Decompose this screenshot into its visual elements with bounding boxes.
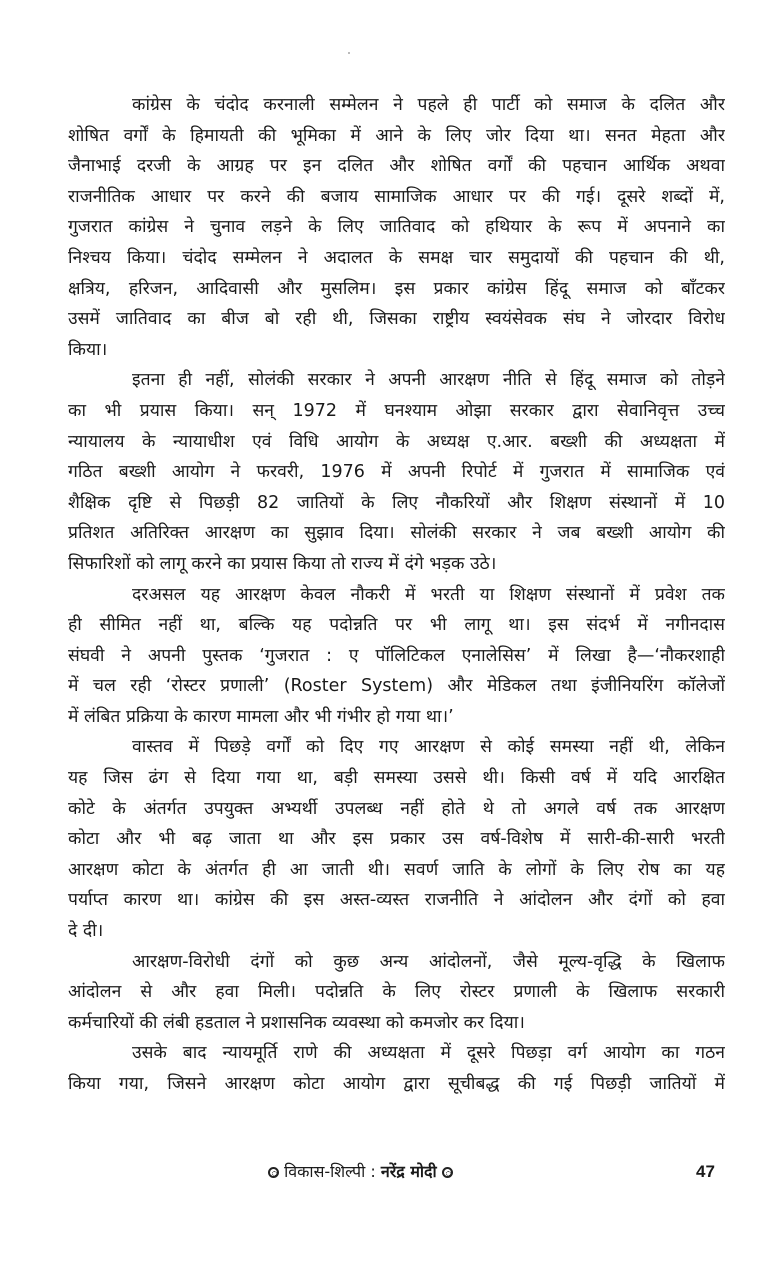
body-text — [68, 90, 725, 1100]
paragraph — [68, 732, 725, 946]
text-line: प्रतिशत अतिरिक्त आरक्षण का सुझाव दिया। सोलंकी सरकार ने जब बख्शी आयोग की — [68, 523, 725, 544]
text-line: कांग्रेस के चंदोद करनाली सम्मेलन ने पहले ही पार्टी को समाज के दलित और — [132, 95, 725, 115]
text-line: शैक्षिक दृष्टि से पिछड़ी 82 जातियों के लिए नौकरियों और शिक्षण संस्थानों में 10 — [68, 492, 725, 513]
text-line: सिफारिशों को लागू करने का प्रयास किया तो राज्य में दंगे भड़क उठे। — [68, 553, 497, 574]
text-line: शोषित वर्गों के हिमायती की भूमिका में आने के लिए जोर दिया था। सनत मेहता और — [68, 125, 725, 146]
text-line: जैनाभाई दरजी के आग्रह पर इन दलित और शोषित वर्गों की पहचान आर्थिक अथवा — [68, 156, 725, 177]
text-line: क्षत्रिय, हरिजन, आदिवासी और मुसलिम। इस प्रकार कांग्रेस हिंदू समाज को बाँटकर — [68, 278, 725, 299]
text-line: वास्तव में पिछड़े वर्गों को दिए गए आरक्षण से कोई समस्या नहीं थी, लेकिन — [132, 737, 725, 758]
flower-ornament-icon — [442, 1167, 453, 1178]
text-line: उसमें जातिवाद का बीज बो रही थी, जिसका राष्ट्रीय स्वयंसेवक संघ ने जोरदार विरोध — [68, 309, 725, 330]
text-line: दरअसल यह आरक्षण केवल नौकरी में भरती या शिक्षण संस्थानों में प्रवेश तक — [132, 584, 725, 605]
book-title-author: नरेंद्र मोदी — [380, 1162, 437, 1181]
text-line: कोटे के अंतर्गत उपयुक्त अभ्यर्थी उपलब्ध नहीं होते थे तो अगले वर्ष तक आरक्षण — [68, 798, 725, 819]
text-line: संघवी ने अपनी पुस्तक ‘गुजरात : ए पॉलिटिकल एनालेसिस’ में लिखा है—‘नौकरशाही — [68, 645, 725, 666]
text-line: न्यायालय के न्यायाधीश एवं विधि आयोग के अध्यक्ष ए.आर. बख्शी की अध्यक्षता में — [68, 431, 725, 452]
text-line: में चल रही ‘रोस्टर प्रणाली’ (Roster System) और मेडिकल तथा इंजीनियरिंग कॉलेजों — [68, 676, 725, 697]
text-line: में लंबित प्रक्रिया के कारण मामला और भी गंभीर हो गया था।’ — [68, 706, 454, 727]
text-line: किया। — [68, 339, 108, 360]
text-line: उसके बाद न्यायमूर्ति राणे की अध्यक्षता में दूसरे पिछड़ा वर्ग आयोग का गठन — [132, 1043, 725, 1064]
text-line: पर्याप्त कारण था। कांग्रेस की इस अस्त-व्यस्त राजनीति ने आंदोलन और दंगों को हवा — [68, 890, 725, 911]
paragraph — [68, 365, 725, 579]
text-line: यह जिस ढंग से दिया गया था, बड़ी समस्या उससे थी। किसी वर्ष में यदि आरक्षित — [68, 768, 725, 789]
text-line: कर्मचारियों की लंबी हडताल ने प्रशासनिक व्यवस्था को कमजोर कर दिया। — [68, 1012, 525, 1033]
flower-ornament-icon — [268, 1167, 279, 1178]
paragraph — [68, 947, 725, 1039]
text-line: गठित बख्शी आयोग ने फरवरी, 1976 में अपनी रिपोर्ट में गुजरात में सामाजिक एवं — [68, 462, 725, 483]
paragraph — [68, 1038, 725, 1099]
text-line: आरक्षण कोटा के अंतर्गत ही आ जाती थी। सवर्ण जाति के लोगों के लिए रोष का यह — [68, 859, 725, 880]
text-line: कोटा और भी बढ़ जाता था और इस प्रकार उस वर्ष-विशेष में सारी-की-सारी भरती — [68, 829, 725, 850]
text-line: का भी प्रयास किया। सन् 1972 में घनश्याम ओझा सरकार द्वारा सेवानिवृत्त उच्च — [68, 400, 725, 421]
text-line: दे दी। — [68, 921, 104, 942]
running-footer-title — [268, 1160, 453, 1184]
text-line: इतना ही नहीं, सोलंकी सरकार ने अपनी आरक्षण नीति से हिंदू समाज को तोड़ने — [132, 370, 725, 391]
text-line: राजनीतिक आधार पर करने की बजाय सामाजिक आधार पर की गई। दूसरे शब्दों में, — [68, 186, 725, 207]
text-line: निश्चय किया। चंदोद सम्मेलन ने अदालत के समक्ष चार समुदायों की पहचान की थी, — [68, 247, 725, 268]
paragraph — [68, 580, 725, 733]
text-line: आरक्षण-विरोधी दंगों को कुछ अन्य आंदोलनों, जैसे मूल्य-वृद्धि के खिलाफ — [132, 951, 725, 972]
paragraph — [68, 90, 725, 365]
text-line: ही सीमित नहीं था, बल्कि यह पदोन्नति पर भी लागू था। इस संदर्भ में नगीनदास — [68, 615, 725, 636]
page-footer — [0, 1160, 776, 1190]
text-line: गुजरात कांग्रेस ने चुनाव लड़ने के लिए जातिवाद को हथियार के रूप में अपनाने का — [68, 217, 725, 238]
scan-speck — [348, 52, 350, 54]
book-title-prefix: विकास-शिल्पी : — [284, 1162, 381, 1181]
text-line: किया गया, जिसने आरक्षण कोटा आयोग द्वारा सूचीबद्ध की गई पिछड़ी जातियों में — [68, 1074, 725, 1094]
text-line: आंदोलन से और हवा मिली। पदोन्नति के लिए रोस्टर प्रणाली के खिलाफ सरकारी — [68, 982, 725, 1003]
page-number: 47 — [696, 1162, 715, 1181]
